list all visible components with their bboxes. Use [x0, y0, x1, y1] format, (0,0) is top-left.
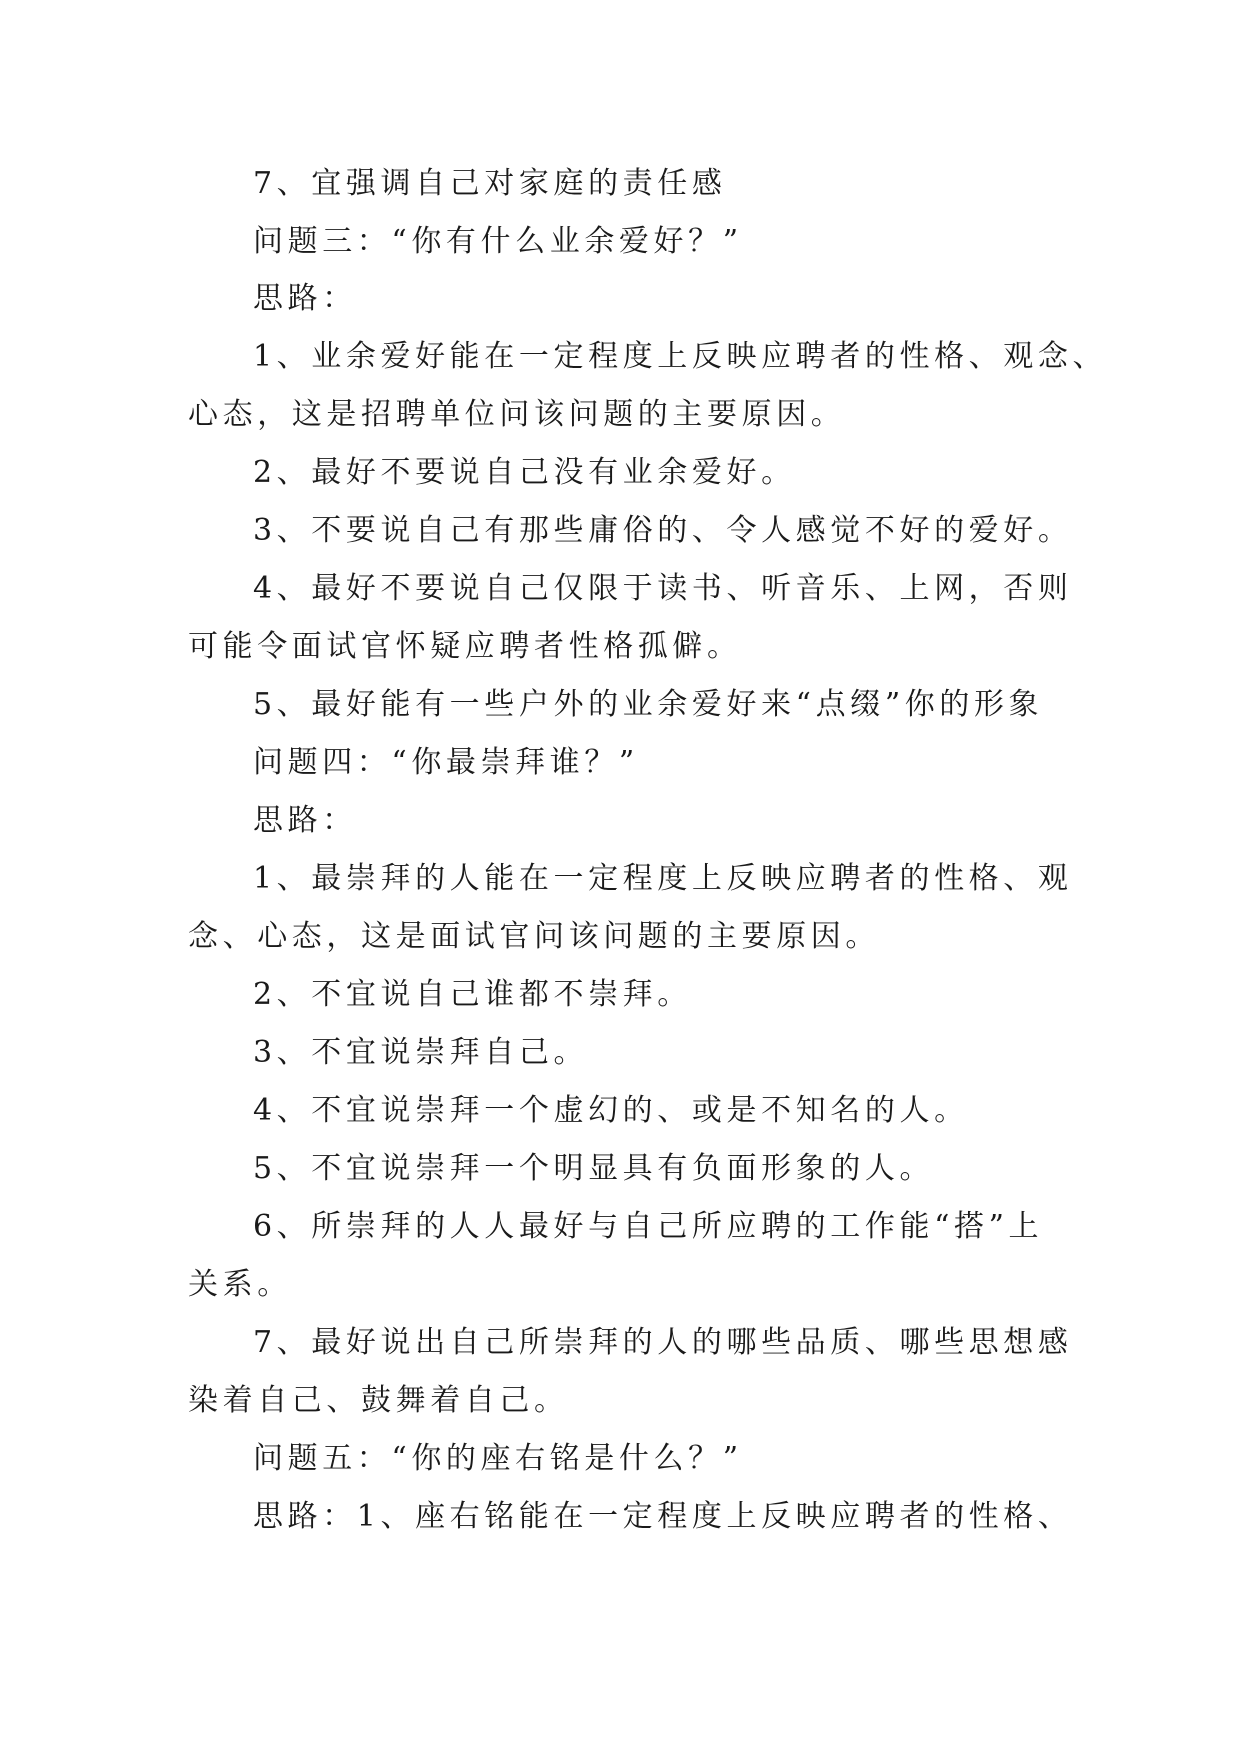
- question-heading: 问题五：“你的座右铭是什么？”: [253, 1441, 743, 1476]
- paragraph-line: 思路：1、座右铭能在一定程度上反映应聘者的性格、: [253, 1499, 1073, 1534]
- paragraph-line: 2、最好不要说自己没有业余爱好。: [253, 455, 796, 490]
- paragraph-line: 6、所崇拜的人人最好与自己所应聘的工作能“搭”上: [253, 1209, 1044, 1244]
- paragraph-line: 3、不宜说崇拜自己。: [253, 1035, 589, 1070]
- thinking-label: 思路：: [253, 803, 357, 838]
- paragraph-line: 1、业余爱好能在一定程度上反映应聘者的性格、观念、: [253, 339, 1108, 374]
- question-heading: 问题四：“你最崇拜谁？”: [253, 745, 639, 780]
- paragraph-line: 染着自己、鼓舞着自己。: [188, 1383, 569, 1418]
- paragraph-line: 可能令面试官怀疑应聘者性格孤僻。: [188, 629, 742, 664]
- paragraph-line: 2、不宜说自己谁都不崇拜。: [253, 977, 692, 1012]
- paragraph-line: 3、不要说自己有那些庸俗的、令人感觉不好的爱好。: [253, 513, 1073, 548]
- paragraph-line: 5、最好能有一些户外的业余爱好来“点缀”你的形象: [253, 687, 1044, 722]
- paragraph-line: 7、宜强调自己对家庭的责任感: [253, 166, 727, 201]
- paragraph-line: 念、心态，这是面试官问该问题的主要原因。: [188, 919, 880, 954]
- paragraph-line: 7、最好说出自己所崇拜的人的哪些品质、哪些思想感: [253, 1325, 1073, 1360]
- paragraph-line: 5、不宜说崇拜一个明显具有负面形象的人。: [253, 1151, 935, 1186]
- paragraph-line: 4、不宜说崇拜一个虚幻的、或是不知名的人。: [253, 1093, 969, 1128]
- paragraph-line: 关系。: [188, 1267, 292, 1302]
- paragraph-line: 4、最好不要说自己仅限于读书、听音乐、上网，否则: [253, 571, 1073, 606]
- thinking-label: 思路：: [253, 281, 357, 316]
- paragraph-line: 心态，这是招聘单位问该问题的主要原因。: [188, 397, 846, 432]
- question-heading: 问题三：“你有什么业余爱好？”: [253, 224, 743, 259]
- paragraph-line: 1、最崇拜的人能在一定程度上反映应聘者的性格、观: [253, 861, 1073, 896]
